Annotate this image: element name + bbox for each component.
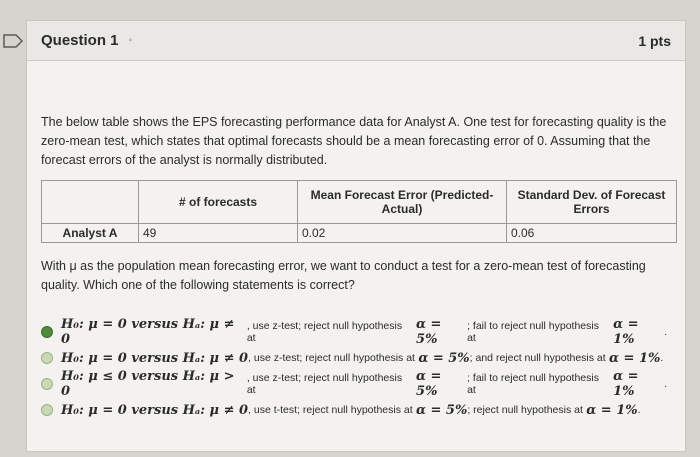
option-text: , use t-test; reject null hypothesis at xyxy=(248,404,413,416)
option-text: ; fail to reject null hypothesis at xyxy=(467,372,599,396)
option-text: , use z-test; reject null hypothesis at xyxy=(246,372,403,396)
alpha-text: α = 5% xyxy=(415,402,468,418)
alpha-text: α = 5% xyxy=(418,350,470,366)
alpha-text: α = 1% xyxy=(609,350,661,366)
radio-button[interactable] xyxy=(41,326,53,338)
answer-option[interactable] xyxy=(41,371,667,397)
option-text: , use z-test; reject null hypothesis at xyxy=(248,352,415,364)
data-table xyxy=(41,180,677,243)
table-header: # of forecasts xyxy=(139,181,298,224)
table-header: Mean Forecast Error (Predicted-Actual) xyxy=(298,181,507,224)
option-text: . xyxy=(664,378,668,390)
question-prompt: With μ as the population mean forecasting error, we want to conduct a test for a zero-mean test of forecasting quality. Which one of the following statements is correct? xyxy=(41,259,646,292)
table-row xyxy=(42,224,677,243)
hypothesis-text: H₀: μ = 0 versus Hₐ: μ ≠ 0 xyxy=(61,317,235,347)
answer-options xyxy=(41,319,667,423)
alpha-text: α = 5% xyxy=(416,317,442,347)
hypothesis-text: H₀: μ = 0 versus Hₐ: μ ≠ 0 xyxy=(61,350,249,366)
option-text: ; and reject null hypothesis at xyxy=(469,352,606,364)
table-header: Standard Dev. of Forecast Errors xyxy=(507,181,677,224)
table-cell: Analyst A xyxy=(42,224,139,243)
alpha-text: α = 1% xyxy=(613,369,639,399)
answer-option[interactable] xyxy=(41,319,667,345)
option-text: . xyxy=(660,352,664,364)
alpha-text: α = 1% xyxy=(613,317,639,347)
hypothesis-text: H₀: μ ≤ 0 versus Hₐ: μ > 0 xyxy=(61,369,235,399)
radio-button[interactable] xyxy=(41,378,53,390)
hypothesis-text: H₀: μ = 0 versus Hₐ: μ ≠ 0 xyxy=(61,402,249,418)
answer-option[interactable] xyxy=(41,397,667,423)
table-header xyxy=(42,181,139,224)
unanswered-dot-icon: ◦ xyxy=(128,35,133,46)
question-title: Question 1 xyxy=(41,32,119,49)
alpha-text: α = 1% xyxy=(586,402,638,418)
table-cell: 0.06 xyxy=(507,224,677,243)
radio-button[interactable] xyxy=(41,404,53,416)
radio-button[interactable] xyxy=(41,352,53,364)
question-header xyxy=(27,21,685,61)
alpha-text: α = 5% xyxy=(416,369,442,399)
table-cell: 49 xyxy=(139,224,298,243)
option-text: . xyxy=(637,404,641,416)
table-header-row xyxy=(42,181,677,224)
answer-option[interactable] xyxy=(41,345,667,371)
table-cell: 0.02 xyxy=(298,224,507,243)
option-text: . xyxy=(664,326,668,338)
question-body xyxy=(27,61,685,423)
option-text: ; fail to reject null hypothesis at xyxy=(467,320,599,344)
question-points: 1 pts xyxy=(638,32,671,49)
flag-icon[interactable] xyxy=(2,33,24,49)
question-intro: The below table shows the EPS forecasting performance data for Analyst A. One test for forecasting quality is the zero-mean test, which states that optimal forecasts should be a mean forecasting error of 0. Assuming that the forecast errors of the analyst is normally distributed. xyxy=(41,115,667,167)
option-text: , use z-test; reject null hypothesis at xyxy=(246,320,403,344)
question-card xyxy=(26,20,686,452)
option-text: ; reject null hypothesis at xyxy=(467,404,583,416)
